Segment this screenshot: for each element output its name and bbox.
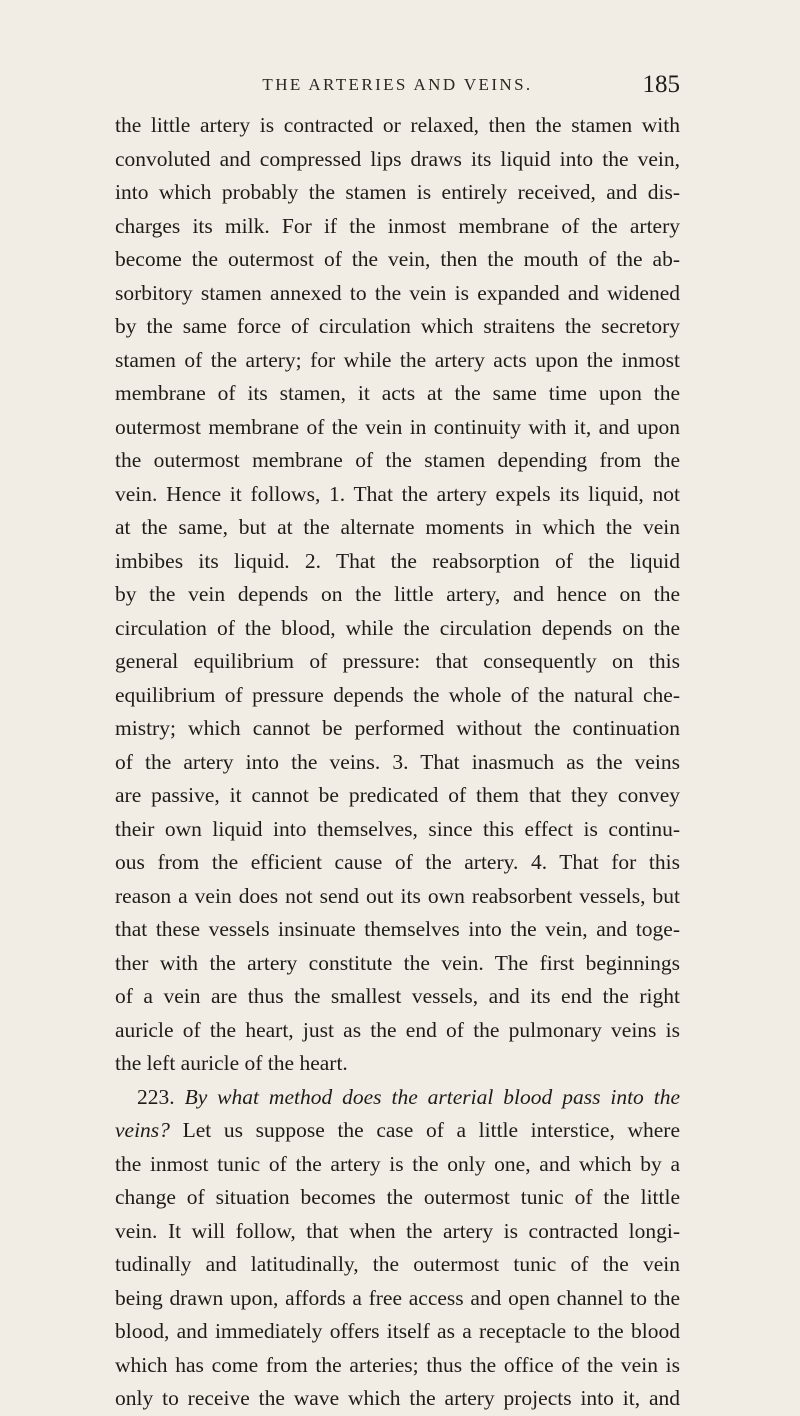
text-line: vein. Hence it follows, 1. That the artery expels its liquid, not bbox=[115, 481, 680, 506]
text-line: tudinally and latitudinally, the outermost tunic of the vein bbox=[115, 1252, 680, 1276]
text-line: imbibes its liquid. 2. That the reabsorption of the liquid bbox=[115, 548, 680, 573]
running-title: THE ARTERIES AND VEINS. bbox=[262, 75, 533, 94]
section-question: veins? bbox=[115, 1118, 170, 1142]
text-line: only to receive the wave which the artery projects into it, and bbox=[115, 1386, 680, 1410]
text-line: of a vein are thus the smallest vessels, and its end the right bbox=[115, 984, 680, 1008]
text-line: ther with the artery constitute the vein. The first beginnings bbox=[115, 950, 680, 975]
text-line: stamen of the artery; for while the artery acts upon the inmost bbox=[115, 347, 680, 372]
text-line: of the artery into the veins. 3. That inasmuch as the veins bbox=[115, 749, 680, 774]
text-line: are passive, it cannot be predicated of them that they convey bbox=[115, 783, 680, 807]
text-line: membrane of its stamen, it acts at the same time upon the bbox=[115, 381, 680, 405]
text-line: ous from the efficient cause of the artery. 4. That for this bbox=[115, 850, 680, 874]
text-line: auricle of the heart, just as the end of the pulmonary veins is bbox=[115, 1017, 680, 1042]
text-line: which has come from the arteries; thus the office of the vein is bbox=[115, 1352, 680, 1377]
text-line: being drawn upon, affords a free access and open channel to the bbox=[115, 1285, 680, 1310]
paragraph-number: 223. bbox=[137, 1084, 175, 1109]
text-line: become the outermost of the vein, then the mouth of the ab- bbox=[115, 247, 680, 271]
body-text bbox=[115, 109, 680, 1416]
text-line: circulation of the blood, while the circulation depends on the bbox=[115, 615, 680, 640]
page-number: 185 bbox=[642, 71, 680, 98]
text-line: general equilibrium of pressure: that consequently on this bbox=[115, 649, 680, 673]
text-line: change of situation becomes the outermost tunic of the little bbox=[115, 1185, 680, 1209]
text-line: that these vessels insinuate themselves into the vein, and toge- bbox=[115, 917, 680, 941]
text-line: equilibrium of pressure depends the whole of the natural che- bbox=[115, 682, 680, 707]
text-line: into which probably the stamen is entirely received, and dis- bbox=[115, 180, 680, 204]
text-line: by the same force of circulation which straitens the secretory bbox=[115, 314, 680, 338]
text-line: vein. It will follow, that when the artery is contracted longi- bbox=[115, 1218, 680, 1243]
paragraph-223-heading bbox=[115, 1081, 680, 1115]
answer-text: Let us suppose the case of a little interstice, where bbox=[182, 1118, 680, 1142]
text-line: sorbitory stamen annexed to the vein is expanded and widened bbox=[115, 280, 680, 305]
text-line: blood, and immediately offers itself as a receptacle to the blood bbox=[115, 1319, 680, 1343]
text-line: the little artery is contracted or relaxed, then the stamen with bbox=[115, 113, 680, 137]
text-line: the inmost tunic of the artery is the only one, and which by a bbox=[115, 1151, 680, 1176]
paragraph-223-line bbox=[115, 1114, 680, 1148]
text-line: by the vein depends on the little artery, and hence on the bbox=[115, 582, 680, 606]
text-line: mistry; which cannot be performed without the continuation bbox=[115, 716, 680, 740]
text-line: reason a vein does not send out its own reabsorbent vessels, but bbox=[115, 883, 680, 908]
text-line: charges its milk. For if the inmost membrane of the artery bbox=[115, 213, 680, 238]
section-question: By what method does the arterial blood pass into the bbox=[184, 1084, 680, 1109]
running-header bbox=[115, 73, 680, 103]
text-line: the left auricle of the heart. bbox=[115, 1051, 348, 1075]
text-line: convoluted and compressed lips draws its liquid into the vein, bbox=[115, 146, 680, 171]
text-line: the outermost membrane of the stamen depending from the bbox=[115, 448, 680, 472]
text-line: at the same, but at the alternate moments in which the vein bbox=[115, 515, 680, 539]
text-line: outermost membrane of the vein in continuity with it, and upon bbox=[115, 414, 680, 439]
text-line: their own liquid into themselves, since this effect is continu- bbox=[115, 816, 680, 841]
